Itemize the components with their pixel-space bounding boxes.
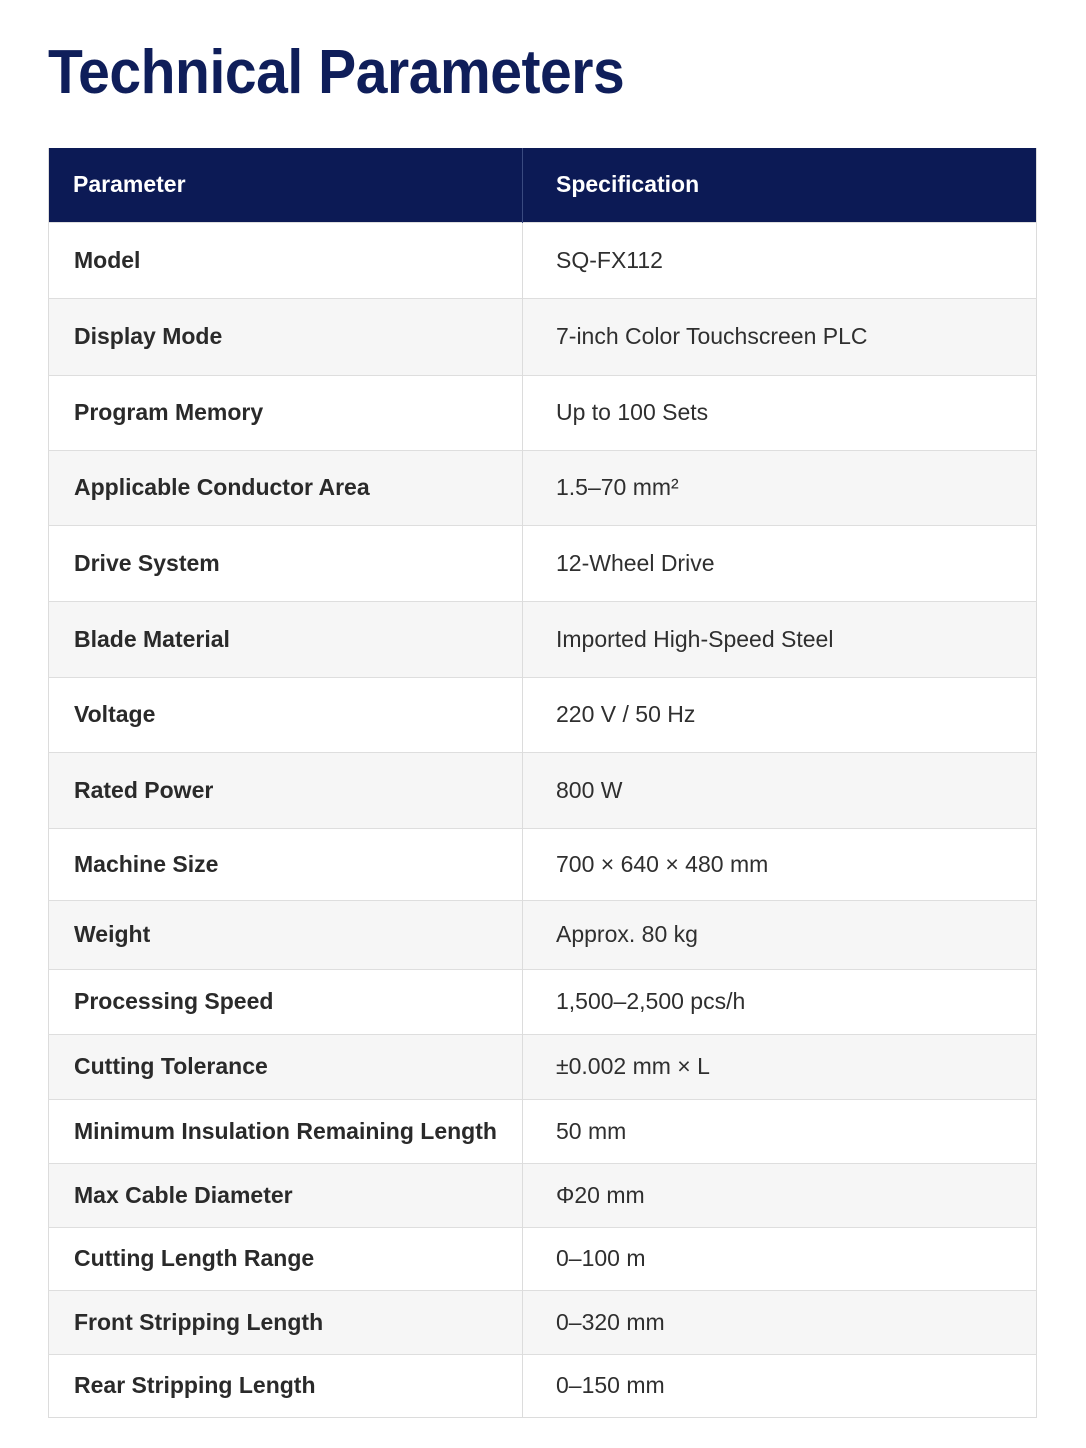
- table-row: [49, 969, 1037, 1034]
- parameter-cell: Model: [49, 222, 523, 298]
- specification-cell: 0–150 mm: [523, 1354, 1037, 1417]
- table-row: [49, 828, 1037, 900]
- table-row: [49, 298, 1037, 375]
- parameter-cell: Weight: [49, 900, 523, 969]
- table-row: [49, 525, 1037, 601]
- table-row: [49, 1227, 1037, 1290]
- parameter-cell: Applicable Conductor Area: [49, 450, 523, 525]
- table-row: [49, 1034, 1037, 1099]
- table-header: [49, 148, 1037, 222]
- parameter-cell: Blade Material: [49, 601, 523, 677]
- table-row: [49, 601, 1037, 677]
- table-row: [49, 375, 1037, 450]
- specification-cell: SQ-FX112: [523, 222, 1037, 298]
- table-row: [49, 1354, 1037, 1417]
- specification-cell: 0–320 mm: [523, 1290, 1037, 1354]
- table-row: [49, 1290, 1037, 1354]
- specification-cell: 800 W: [523, 752, 1037, 828]
- table-row: [49, 1163, 1037, 1227]
- parameter-cell: Rated Power: [49, 752, 523, 828]
- table-header-row: [49, 148, 1037, 222]
- column-header-specification: Specification: [556, 171, 700, 198]
- table-row: [49, 900, 1037, 969]
- parameter-cell: Display Mode: [49, 298, 523, 375]
- table-row: [49, 752, 1037, 828]
- parameter-cell: Cutting Tolerance: [49, 1034, 523, 1099]
- parameter-cell: Minimum Insulation Remaining Length: [49, 1099, 523, 1163]
- parameter-cell: Cutting Length Range: [49, 1227, 523, 1290]
- parameter-cell: Program Memory: [49, 375, 523, 450]
- specification-cell: Φ20 mm: [523, 1163, 1037, 1227]
- table-row: [49, 222, 1037, 298]
- technical-parameters-table: [48, 148, 1037, 1418]
- parameter-cell: Rear Stripping Length: [49, 1354, 523, 1417]
- parameter-cell: Drive System: [49, 525, 523, 601]
- specification-cell: Up to 100 Sets: [523, 375, 1037, 450]
- table-row: [49, 677, 1037, 752]
- parameter-cell: Front Stripping Length: [49, 1290, 523, 1354]
- table-body: [49, 222, 1037, 1417]
- specification-cell: 1,500–2,500 pcs/h: [523, 969, 1037, 1034]
- specification-cell: Approx. 80 kg: [523, 900, 1037, 969]
- table-row: [49, 450, 1037, 525]
- specification-cell: 7-inch Color Touchscreen PLC: [523, 298, 1037, 375]
- parameter-cell: Voltage: [49, 677, 523, 752]
- table-row: [49, 1099, 1037, 1163]
- specification-cell: 0–100 m: [523, 1227, 1037, 1290]
- specification-cell: 12-Wheel Drive: [523, 525, 1037, 601]
- specification-cell: 700 × 640 × 480 mm: [523, 828, 1037, 900]
- page-title: Technical Parameters: [48, 38, 625, 107]
- specification-cell: ±0.002 mm × L: [523, 1034, 1037, 1099]
- specification-cell: Imported High-Speed Steel: [523, 601, 1037, 677]
- specification-cell: 50 mm: [523, 1099, 1037, 1163]
- parameter-cell: Machine Size: [49, 828, 523, 900]
- specification-cell: 220 V / 50 Hz: [523, 677, 1037, 752]
- parameter-cell: Processing Speed: [49, 969, 523, 1034]
- specification-cell: 1.5–70 mm²: [523, 450, 1037, 525]
- column-header-parameter: Parameter: [49, 148, 523, 222]
- parameter-cell: Max Cable Diameter: [49, 1163, 523, 1227]
